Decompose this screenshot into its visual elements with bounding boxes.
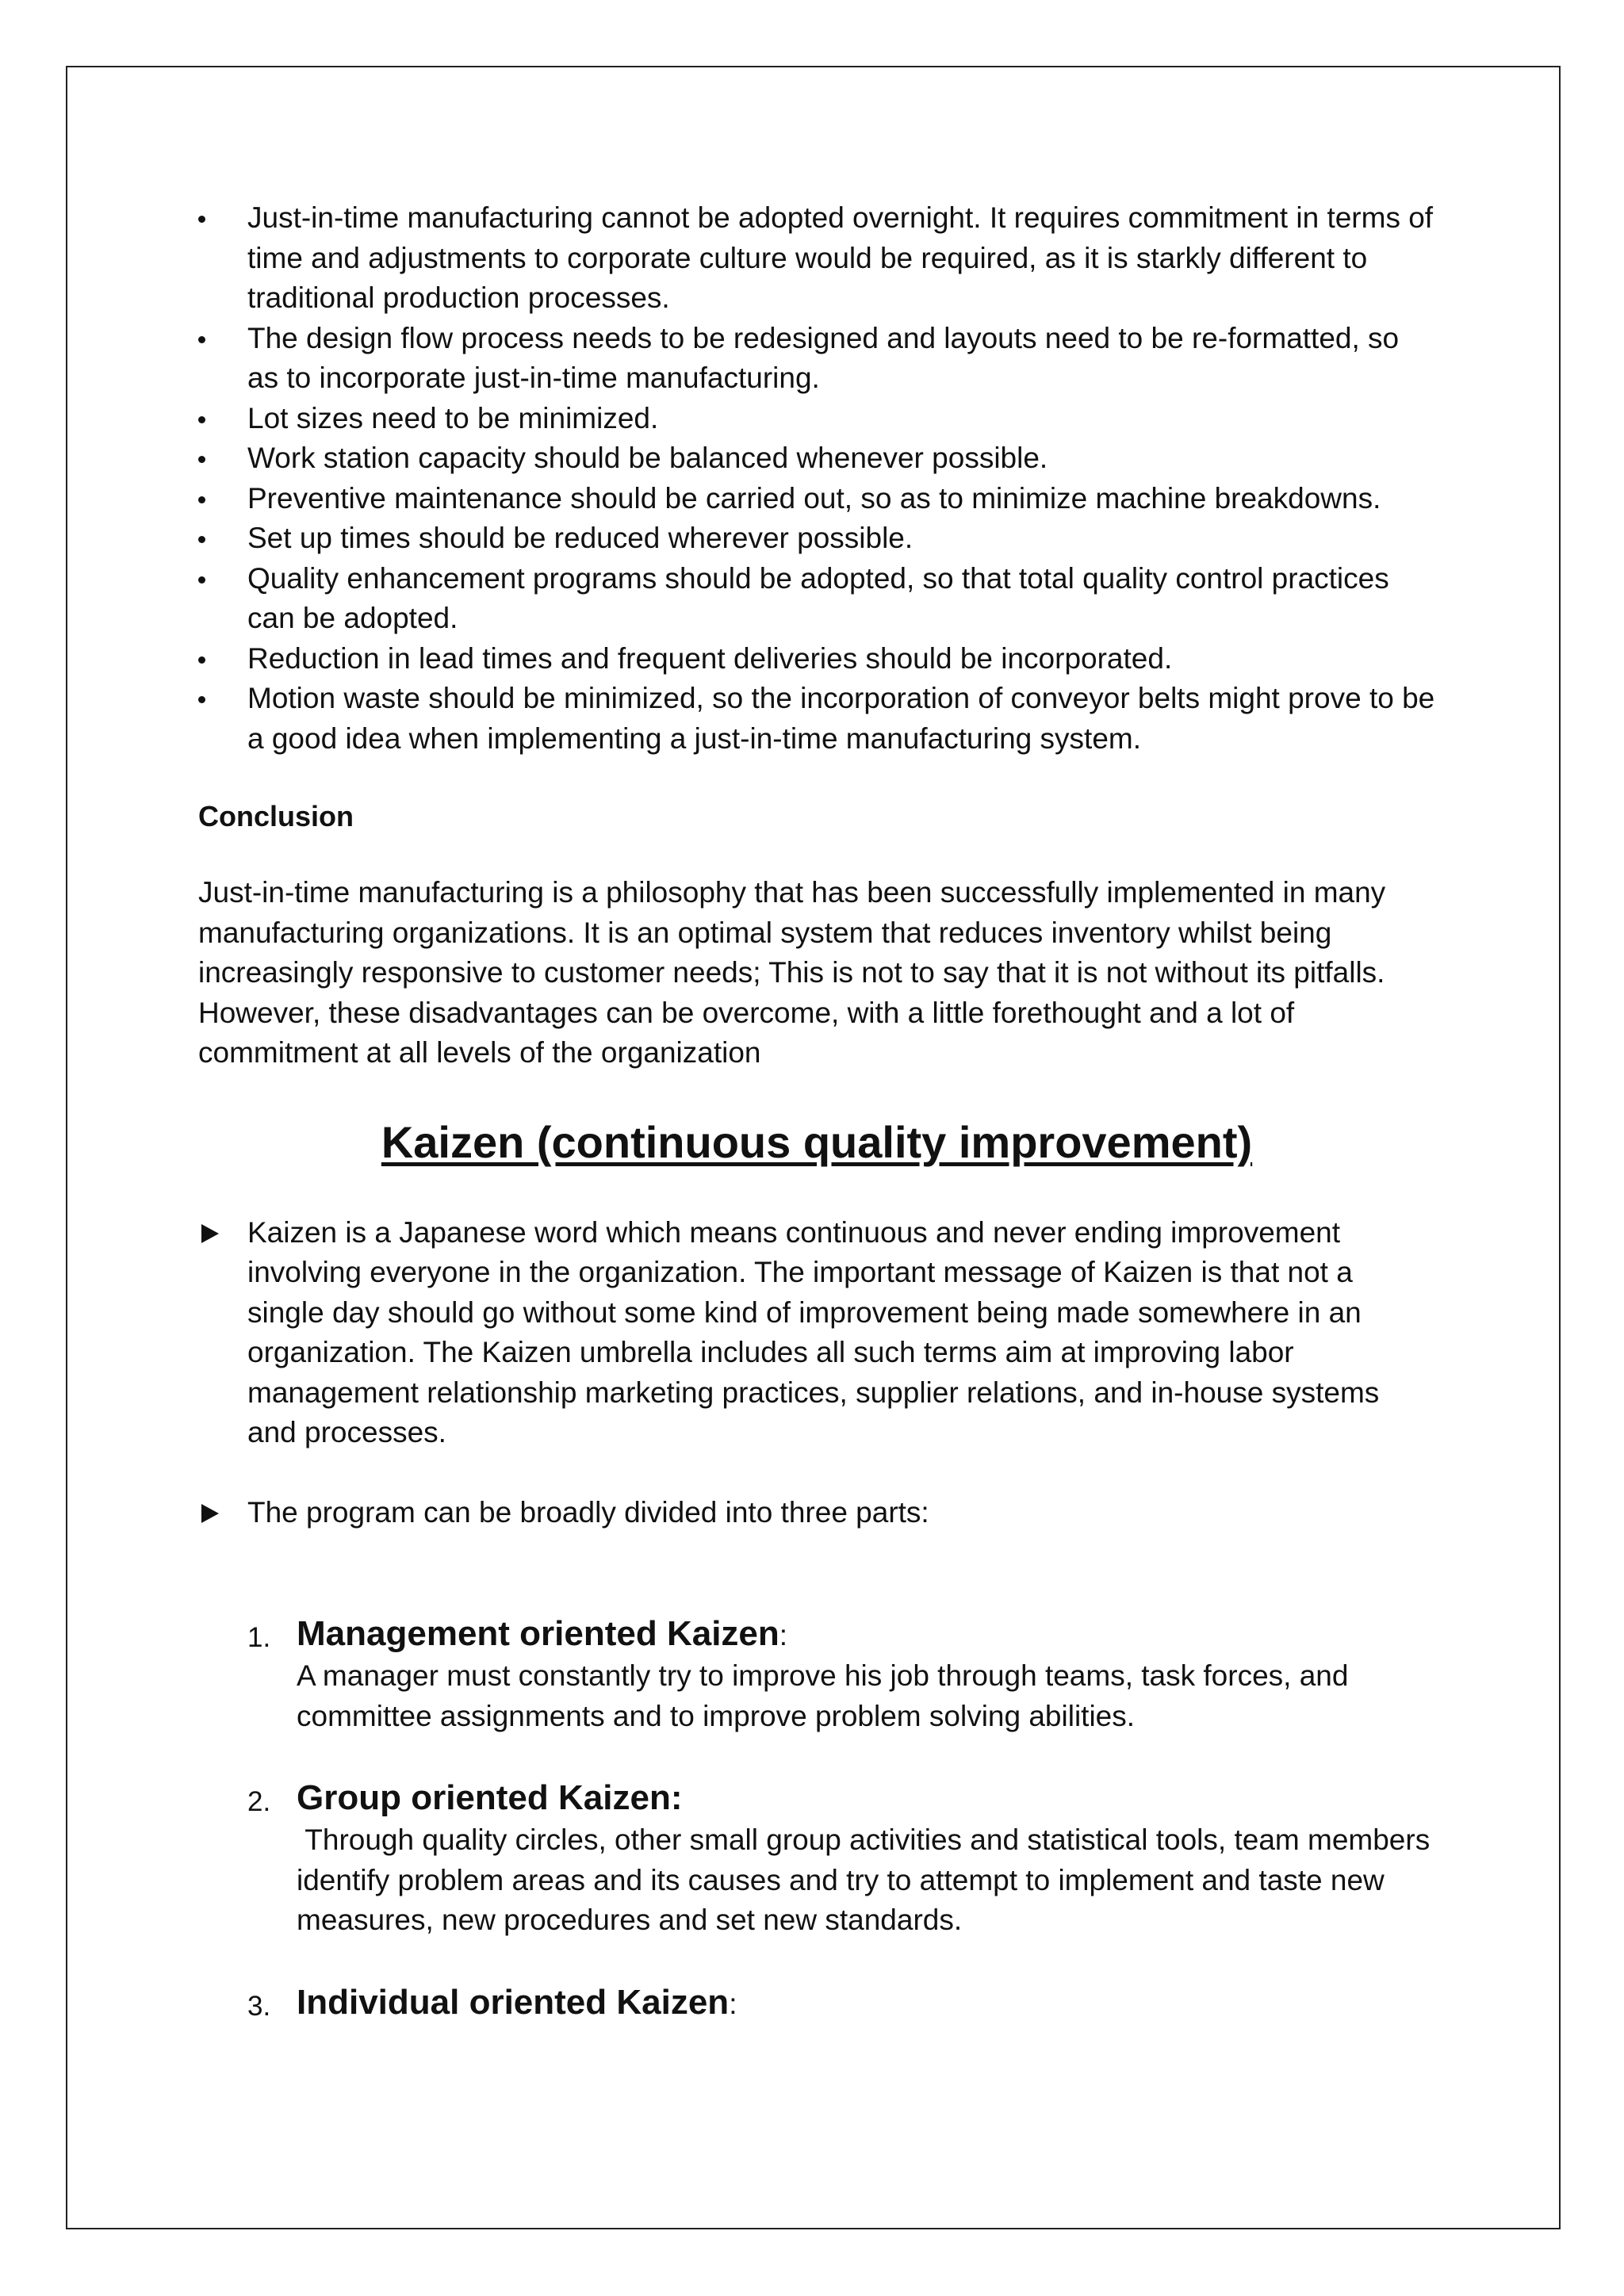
list-item-text: Preventive maintenance should be carried out, so as to minimize machine breakdowns.	[247, 481, 1381, 515]
item-number: 1.	[247, 1622, 271, 1653]
conclusion-heading: Conclusion	[198, 800, 354, 832]
item-title-suffix: :	[729, 1987, 737, 2020]
list-item	[247, 1980, 1435, 2025]
list-item-text: Just-in-time manufacturing cannot be adopted overnight. It requires commitment in terms of time and adjustments to corporate culture would be required, as it is starkly different to traditional production processes.	[247, 201, 1434, 314]
list-item-text: Kaizen is a Japanese word which means continuous and never ending improvement involving everyone in the organization. The important message of Kaizen is that not a single day should go without some kind of improvement being made somewhere in an organization. The Kaizen umbrella includes all such terms aim at improving labor management relationship marketing practices, supplier relations, and in-house systems and processes.	[247, 1215, 1380, 1448]
arrow-bullet-icon	[201, 1504, 219, 1523]
list-item-text: Lot sizes need to be minimized.	[247, 401, 659, 434]
list-item	[198, 559, 1435, 639]
list-item	[198, 519, 1435, 559]
list-item	[198, 1493, 1435, 1533]
bullet-dot-icon	[198, 536, 205, 543]
bullet-dot-icon	[198, 416, 205, 423]
bullet-dot-icon	[198, 216, 205, 223]
list-item-text: The program can be broadly divided into three parts:	[247, 1495, 929, 1529]
conclusion-paragraph: Just-in-time manufacturing is a philosophy that has been successfully implemented in many manufacturing organizations. It is an optimal system that reduces inventory whilst being increasingly responsive to customer needs; This is not to say that it is not without its pitfalls. However, these disadvantages can be overcome, with a little forethought and a lot of commitment at all levels of the organization	[198, 876, 1386, 1069]
list-item	[198, 399, 1435, 439]
jit-requirements-list	[198, 198, 1435, 759]
list-item	[198, 319, 1435, 399]
item-number: 3.	[247, 1990, 271, 2022]
list-item	[247, 1776, 1438, 1941]
item-title: Group oriented Kaizen:	[297, 1778, 683, 1817]
item-title: Management oriented Kaizen	[297, 1614, 779, 1653]
kaizen-points-list	[198, 1213, 1435, 1533]
list-item	[198, 438, 1435, 479]
bullet-dot-icon	[198, 696, 205, 703]
item-number: 2.	[247, 1786, 271, 1817]
bullet-dot-icon	[198, 496, 205, 503]
kaizen-parts-list	[247, 1612, 1438, 2025]
item-title-suffix: :	[779, 1619, 788, 1651]
bullet-dot-icon	[198, 456, 205, 463]
list-item	[198, 679, 1435, 759]
bullet-dot-icon	[198, 656, 205, 664]
list-item-text: Quality enhancement programs should be adopted, so that total quality control practices can be adopted.	[247, 561, 1389, 634]
bullet-dot-icon	[198, 336, 205, 343]
list-item	[198, 479, 1435, 519]
list-item-text: Motion waste should be minimized, so the incorporation of conveyor belts might prove to be a good idea when implementing a just-in-time manufacturing system.	[247, 682, 1435, 755]
document-body	[198, 198, 1438, 2025]
list-item	[198, 639, 1435, 679]
list-item-text: Reduction in lead times and frequent deliveries should be incorporated.	[247, 641, 1173, 675]
list-item	[247, 1612, 1435, 1736]
list-item	[198, 1213, 1435, 1453]
item-title: Individual oriented Kaizen	[297, 1982, 730, 2022]
item-description: A manager must constantly try to improve his job through teams, task forces, and committee assignments and to improve problem solving abilities.	[297, 1659, 1349, 1732]
list-item-text: The design flow process needs to be redesigned and layouts need to be re-formatted, so as to incorporate just-in-time manufacturing.	[247, 321, 1400, 394]
kaizen-title: Kaizen (continuous quality improvement)	[381, 1116, 1253, 1167]
arrow-bullet-icon	[201, 1224, 219, 1243]
list-item-text: Set up times should be reduced wherever possible.	[247, 522, 914, 554]
list-item	[198, 198, 1435, 319]
item-description: Through quality circles, other small group activities and statistical tools, team members identify problem areas and its causes and try to attempt to implement and taste new measures, new procedures and set new standards.	[297, 1823, 1438, 1936]
bullet-dot-icon	[198, 576, 205, 584]
list-item-text: Work station capacity should be balanced whenever possible.	[247, 442, 1048, 474]
